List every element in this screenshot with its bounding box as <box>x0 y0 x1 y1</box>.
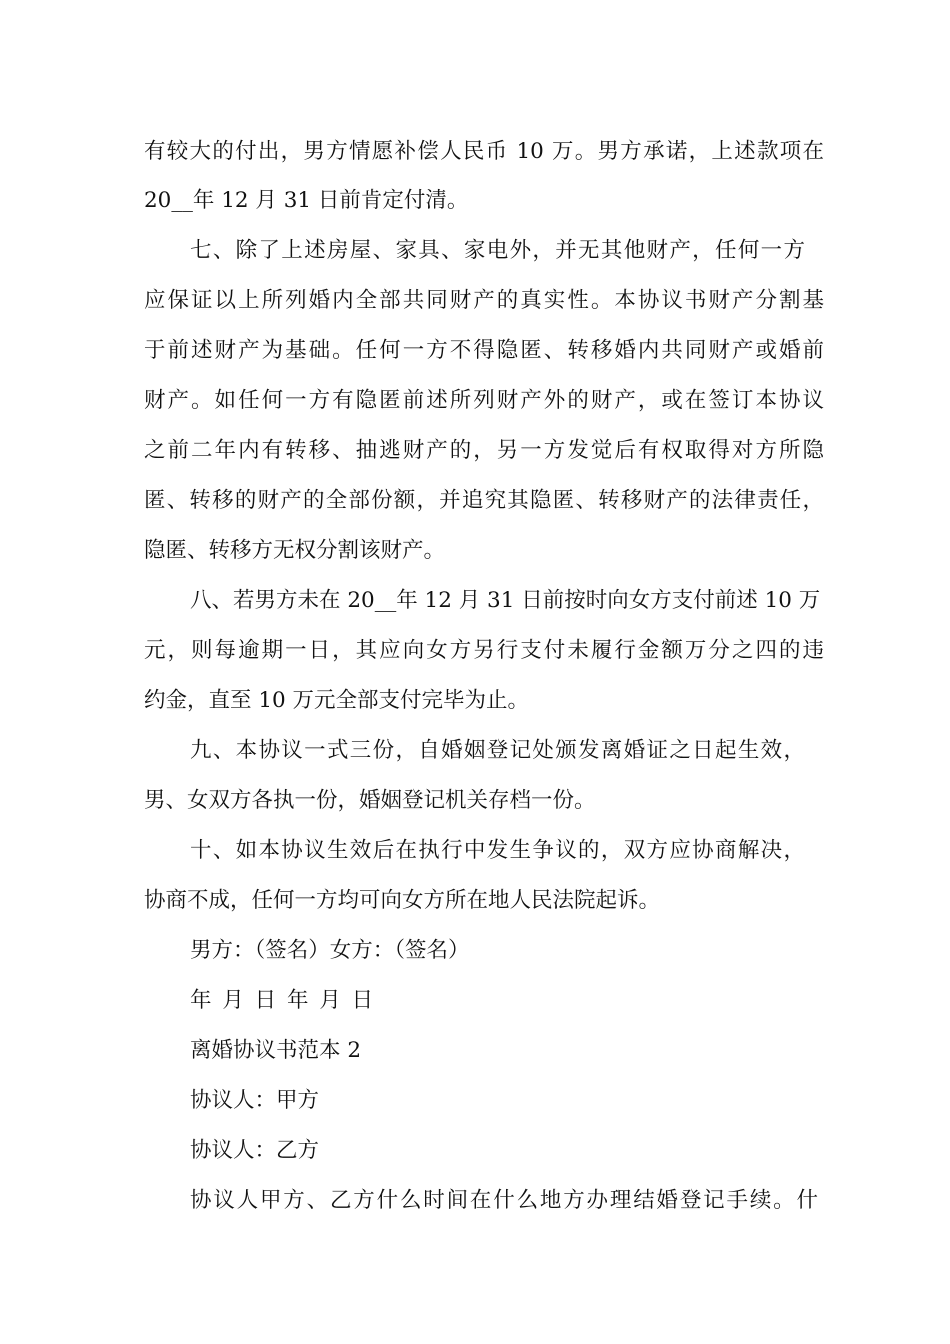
clause-8-line-1: 八、若男方未在 20__年 12 月 31 日前按时向女方支付前述 10 万 <box>190 588 821 613</box>
clause-10-line-1: 十、如本协议生效后在执行中发生争议的，双方应协商解决， <box>190 838 805 863</box>
clause-9-line-1: 九、本协议一式三份，自婚姻登记处颁发离婚证之日起生效， <box>190 738 805 763</box>
date-line: 年 月 日 年 月 日 <box>190 988 374 1013</box>
text-line-2: 20__年 12 月 31 日前肯定付清。 <box>144 188 469 213</box>
clause-7-line-3: 于前述财产为基础。任何一方不得隐匿、转移婚内共同财产或婚前 <box>144 338 824 363</box>
clause-7-line-5: 之前二年内有转移、抽逃财产的，另一方发觉后有权取得对方所隐 <box>144 438 824 463</box>
agreement-intro-line: 协议人甲方、乙方什么时间在什么地方办理结婚登记手续。什 <box>190 1188 818 1213</box>
clause-8-line-2: 元，则每逾期一日，其应向女方另行支付未履行金额万分之四的违 <box>144 638 824 663</box>
clause-9-line-2: 男、女双方各执一份，婚姻登记机关存档一份。 <box>144 788 596 813</box>
signature-line: 男方：（签名）女方：（签名） <box>190 938 470 963</box>
party-a-line: 协议人：甲方 <box>190 1088 320 1113</box>
clause-7-line-4: 财产。如任何一方有隐匿前述所列财产外的财产，或在签订本协议 <box>144 388 824 413</box>
clause-7-line-7: 隐匿、转移方无权分割该财产。 <box>144 538 446 563</box>
clause-10-line-2: 协商不成，任何一方均可向女方所在地人民法院起诉。 <box>144 888 661 913</box>
clause-7-line-2: 应保证以上所列婚内全部共同财产的真实性。本协议书财产分割基 <box>144 288 824 313</box>
clause-8-line-3: 约金，直至 10 万元全部支付完毕为止。 <box>144 688 530 713</box>
sample-heading: 离婚协议书范本 2 <box>190 1038 362 1063</box>
clause-7-line-6: 匿、转移的财产的全部份额，并追究其隐匿、转移财产的法律责任， <box>144 488 824 513</box>
clause-7-line-1: 七、除了上述房屋、家具、家电外，并无其他财产，任何一方 <box>190 238 805 263</box>
text-line-1: 有较大的付出，男方情愿补偿人民币 10 万。男方承诺，上述款项在 <box>144 139 824 164</box>
party-b-line: 协议人：乙方 <box>190 1138 320 1163</box>
